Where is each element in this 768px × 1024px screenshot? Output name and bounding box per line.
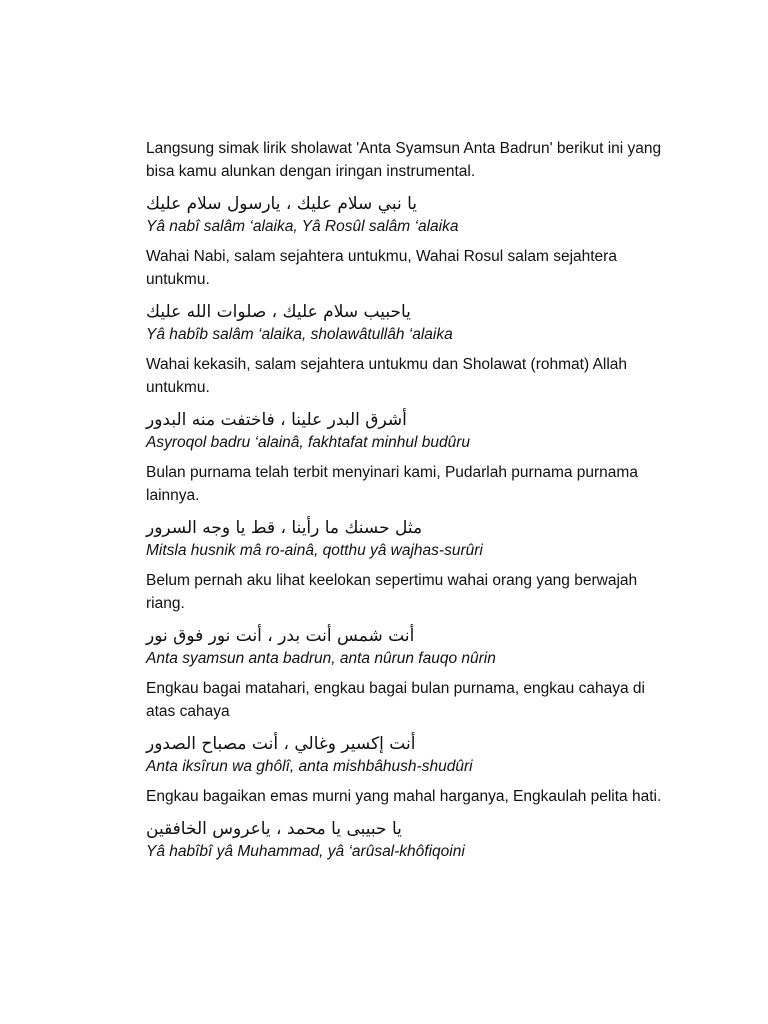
translation-paragraph: Wahai Nabi, salam sejahtera untukmu, Wahai Rosul salam sejahtera untukmu. [146, 248, 617, 288]
arabic-line: أشرق البدر علينا ، فاختفت منه البدور [146, 410, 407, 430]
transliteration-line: Anta syamsun anta badrun, anta nûrun fauqo nûrin [146, 650, 496, 667]
intro-paragraph: Langsung simak lirik sholawat 'Anta Syamsun Anta Badrun' berikut ini yang bisa kamu alunkan dengan iringan instrumental. [146, 140, 662, 180]
translation-paragraph: Engkau bagai matahari, engkau bagai bulan purnama, engkau cahaya di atas cahaya [146, 680, 645, 720]
transliteration-line: Yâ habîbî yâ Muhammad, yâ ‘arûsal-khôfiqoini [146, 843, 465, 860]
verse-1 [146, 191, 666, 237]
transliteration-line: Asyroqol badru ‘alainâ, fakhtafat minhul budûru [146, 434, 470, 451]
arabic-line: أنت شمس أنت بدر ، أنت نور فوق نور [146, 626, 415, 646]
translation-paragraph: Wahai kekasih, salam sejahtera untukmu dan Sholawat (rohmat) Allah untukmu. [146, 356, 628, 396]
translation-paragraph: Engkau bagaikan emas murni yang mahal harganya, Engkaulah pelita hati. [146, 788, 662, 805]
arabic-line: مثل حسنك ما رأينا ، قط يا وجه السرور [146, 518, 423, 538]
arabic-line: ياحبيب سلام عليك ، صلوات الله عليك [146, 302, 411, 322]
document-page [146, 137, 666, 870]
arabic-line: يا حبيبى يا محمد ، ياعروس الخافقين [146, 819, 402, 839]
translation-paragraph: Bulan purnama telah terbit menyinari kami, Pudarlah purnama purnama lainnya. [146, 464, 638, 504]
verse-3 [146, 407, 666, 453]
verse-4 [146, 515, 666, 561]
transliteration-line: Anta iksîrun wa ghôlî, anta mishbâhush-shudûri [146, 758, 473, 775]
verse-5 [146, 623, 666, 669]
verse-7 [146, 816, 666, 862]
transliteration-line: Yâ nabî salâm ‘alaika, Yâ Rosûl salâm ‘alaika [146, 218, 459, 235]
verse-2 [146, 299, 666, 345]
translation-paragraph: Belum pernah aku lihat keelokan sepertimu wahai orang yang berwajah riang. [146, 572, 638, 612]
verse-6 [146, 731, 666, 777]
arabic-line: أنت إكسير وغالي ، أنت مصباح الصدور [146, 734, 416, 754]
transliteration-line: Yâ habîb salâm ‘alaika, sholawâtullâh ‘alaika [146, 326, 453, 343]
transliteration-line: Mitsla husnik mâ ro-ainâ, qotthu yâ wajhas-surûri [146, 542, 483, 559]
arabic-line: يا نبي سلام عليك ، يارسول سلام عليك [146, 194, 418, 214]
